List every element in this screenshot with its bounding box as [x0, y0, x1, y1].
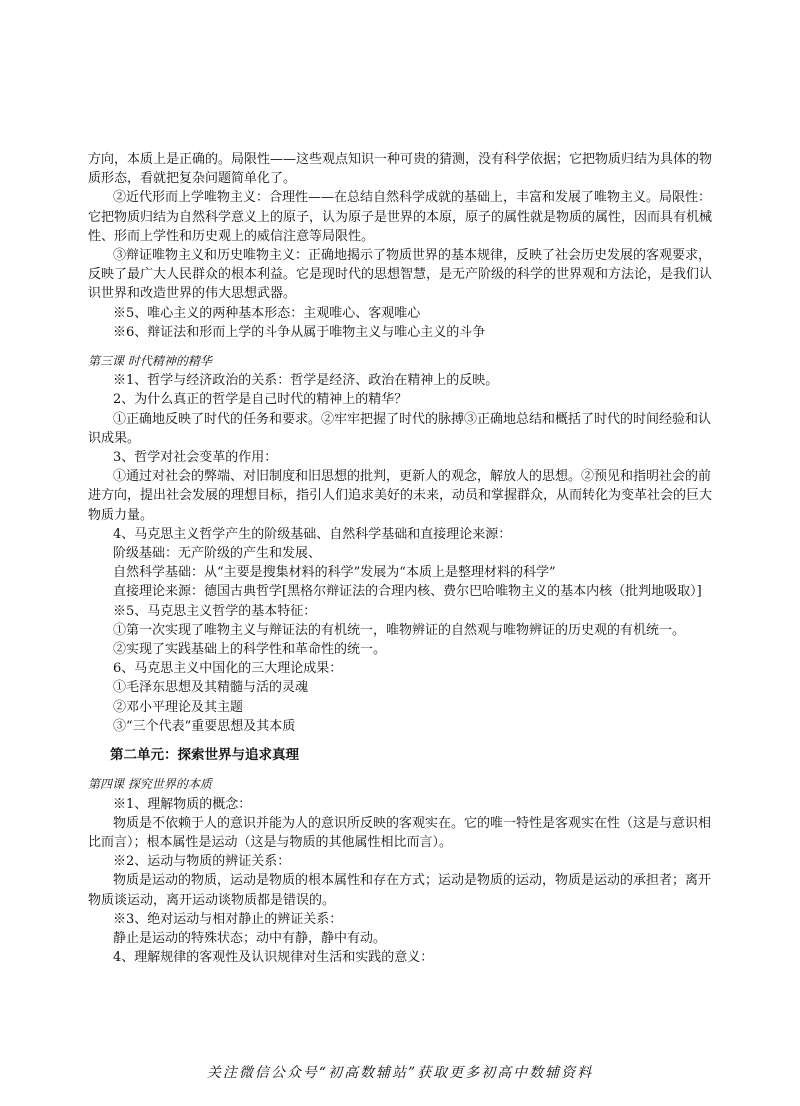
lesson-4-heading: 第四课 探究世界的本质 [88, 777, 212, 792]
text-line: 阶级基础：无产阶级的产生和发展、 [113, 546, 322, 562]
text-line: 6、马克思主义中国化的三大理论成果： [113, 661, 343, 677]
text-line: 方向，本质上是正确的。局限性——这些观点知识一种可贵的猜测，没有科学依据；它把物质归结为具体的物 [88, 152, 713, 167]
text-line: 3、哲学对社会变革的作用： [113, 450, 278, 466]
text-line: ③“三个代表”重要思想及其本质 [113, 718, 296, 734]
text-line: 比而言）；根本属性是运动（这是与物质的其他属性相比而言）。 [88, 834, 453, 850]
text-line: ①通过对社会的弊端、对旧制度和旧思想的批判，更新人的观念，解放人的思想。②预见和指明社会的前 [113, 469, 712, 485]
text-line: ※6、辩证法和形而上学的斗争从属于唯物主义与唯心主义的斗争 [113, 324, 486, 340]
text-line: 质形态，看就把复杂问题简单化了。 [88, 171, 297, 187]
text-line: 4、马克思主义哲学产生的阶级基础、自然科学基础和直接理论来源： [113, 526, 512, 542]
text-line: 性、形而上学性和历史观上的威信注意等局限性。 [88, 228, 375, 244]
text-line: 4、理解规律的客观性及认识规律对生活和实践的意义： [113, 950, 434, 966]
text-line: ②邓小平理论及其主题 [113, 699, 244, 715]
text-line: 物质是运动的物质，运动是物质的根本属性和存在方式；运动是物质的运动，物质是运动的承担者；离开 [113, 873, 712, 889]
text-line: ※5、马克思主义哲学的基本特征： [113, 603, 317, 619]
text-line: ※2、运动与物质的辨证关系： [113, 854, 291, 870]
text-line: ※1、理解物质的概念： [113, 796, 252, 812]
text-line: 识成果。 [88, 430, 141, 446]
text-line: ②近代形而上学唯物主义：合理性——在总结自然科学成就的基础上，丰富和发展了唯物主义。局限性： [113, 190, 712, 206]
text-line: 静止是运动的特殊状态；动中有静，静中有动。 [113, 930, 387, 946]
footer-notice: 关注微信公众号“初高数辅站”获取更多初高中数辅资料 [206, 1065, 594, 1081]
text-line: ※3、绝对运动与相对静止的辨证关系： [113, 911, 343, 927]
text-line: ①毛泽东思想及其精髓与活的灵魂 [113, 680, 309, 696]
text-line: ①正确地反映了时代的任务和要求。②牢牢把握了时代的脉搏③正确地总结和概括了时代的时间经验和认 [113, 411, 712, 427]
text-line: 直接理论来源：德国古典哲学[黑格尔辩证法的合理内核、费尔巴哈唯物主义的基本内核（批判地吸取）] [113, 584, 702, 600]
text-line: 进方向，提出社会发展的理想目标，指引人们追求美好的未来，动员和掌握群众，从而转化为变革社会的巨大 [88, 488, 713, 504]
text-line: 识世界和改造世界的伟大思想武器。 [88, 286, 297, 302]
text-line: 物质谈运动，离开运动谈物质都是错误的。 [88, 892, 336, 908]
text-line: 自然科学基础：从“主要是搜集材料的科学”发展为“本质上是整理材料的科学” [113, 565, 556, 581]
text-line: ①第一次实现了唯物主义与辩证法的有机统一，唯物辨证的自然观与唯物辨证的历史观的有机统一。 [113, 622, 686, 638]
document-body [88, 150, 728, 967]
lesson-3-heading: 第三课 时代精神的精华 [88, 354, 212, 369]
text-line: 2、为什么真正的哲学是自己时代的精神上的精华？ [113, 392, 408, 408]
text-line: 反映了最广大人民群众的根本利益。它是现时代的思想智慧，是无产阶级的科学的世界观和方法论，是我们认 [88, 267, 713, 283]
text-line: 物质力量。 [88, 507, 154, 523]
text-line: ※1、哲学与经济政治的关系：哲学是经济、政治在精神上的反映。 [113, 373, 499, 389]
text-line: ③辩证唯物主义和历史唯物主义：正确地揭示了物质世界的基本规律，反映了社会历史发展的客观要求， [113, 248, 712, 264]
text-line: ②实现了实践基础上的科学性和革命性的统一。 [113, 642, 387, 658]
text-line: ※5、唯心主义的两种基本形态：主观唯心、客观唯心 [113, 305, 421, 321]
text-line: 物质是不依赖于人的意识并能为人的意识所反映的客观实在。它的唯一特性是客观实在性（这是与意识相 [113, 815, 712, 831]
unit-2-heading: 第二单元：探索世界与追求真理 [110, 747, 299, 764]
text-line: 它把物质归结为自然科学意义上的原子，认为原子是世界的本原，原子的属性就是物质的属性，因而具有机械 [88, 209, 713, 225]
